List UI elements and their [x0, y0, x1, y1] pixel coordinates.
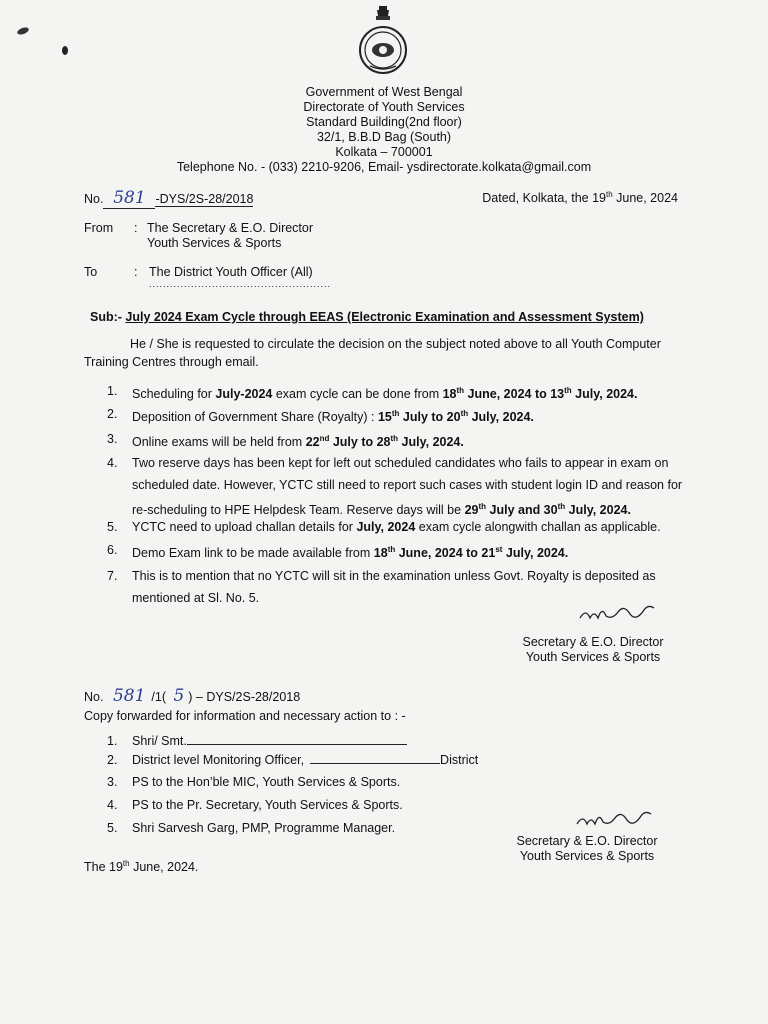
- item-text: re-scheduling to HPE Helpdesk Team. Reserve days will be: [132, 503, 465, 518]
- item-text: YCTC need to upload challan details for: [132, 520, 357, 534]
- item-text: This is to mention that no YCTC will sit in the examination unless Govt. Royalty is deposited as: [132, 569, 656, 583]
- copy-no-mid: /1(: [151, 690, 166, 704]
- item-bold: July, 2024: [356, 520, 416, 534]
- date-suffix: June, 2024.: [129, 860, 199, 875]
- item-bold: 29th July and 30th July, 2024.: [464, 502, 631, 518]
- dated-prefix: Dated, Kolkata, the 19: [482, 191, 606, 206]
- item-number: 1.: [107, 384, 118, 398]
- item-text: exam cycle can be done from: [272, 387, 443, 402]
- dated-suffix: June, 2024: [612, 191, 678, 206]
- item-text: mentioned at Sl. No. 5.: [132, 591, 260, 605]
- blank-line: [187, 744, 407, 745]
- signature-dept: Youth Services & Sports: [525, 650, 661, 664]
- item-number: 4.: [107, 798, 118, 812]
- item-text: Two reserve days has been kept for left out scheduled candidates who fails to appear in exam on: [132, 456, 669, 470]
- to-line1: The District Youth Officer (All): [149, 265, 313, 279]
- date-sup: th: [122, 859, 130, 868]
- to-colon: :: [134, 265, 138, 279]
- letterhead-line: Telephone No. - (033) 2210-9206, Email- ysdirectorate.kolkata@gmail.com: [176, 160, 592, 174]
- signature-title: Secretary & E.O. Director: [516, 834, 658, 848]
- memo-date: [482, 190, 678, 205]
- item-text: PS to the Pr. Secretary, Youth Services & Sports.: [132, 798, 403, 812]
- dated-sup: th: [605, 190, 613, 199]
- item-number: 2.: [107, 407, 118, 421]
- item-text: Shri/ Smt.: [132, 734, 187, 748]
- item-text: District level Monitoring Officer,: [132, 753, 305, 767]
- signature-title: Secretary & E.O. Director: [522, 635, 664, 649]
- item-text: Scheduling for: [132, 387, 216, 402]
- state-emblem: [353, 6, 413, 76]
- from-line2: Youth Services & Sports: [147, 236, 282, 250]
- item-number: 3.: [107, 775, 118, 789]
- copy-intro: Copy forwarded for information and necessary action to : -: [84, 709, 406, 723]
- subject-text: July 2024 Exam Cycle through EEAS (Electronic Examination and Assessment System): [125, 310, 644, 324]
- item-text: Deposition of Government Share (Royalty) :: [132, 410, 378, 425]
- item-text: Demo Exam link to be made available from: [132, 546, 374, 561]
- date-prefix: The 19: [84, 860, 123, 875]
- copy-no-suffix: ) – DYS/2S-28/2018: [188, 690, 301, 704]
- item-text: District: [440, 753, 479, 767]
- memo-no-prefix: No.: [84, 192, 104, 206]
- letterhead-line: Directorate of Youth Services: [303, 100, 465, 114]
- letterhead: [0, 85, 768, 175]
- copy-no-hand1: 581: [112, 686, 146, 706]
- item-number: 4.: [107, 456, 118, 470]
- signature-block: [508, 635, 678, 665]
- item-number: 5.: [107, 821, 118, 835]
- signature-block: [502, 834, 672, 864]
- copy-no-prefix: No.: [84, 690, 104, 704]
- memo-no-handwritten: 581: [103, 188, 155, 209]
- letterhead-line: Government of West Bengal: [305, 85, 463, 99]
- paper-speck: [16, 26, 29, 36]
- item-number: 7.: [107, 569, 118, 583]
- item-bold: 18th June, 2024 to 13th July, 2024.: [442, 386, 638, 402]
- letterhead-line: 32/1, B.B.D Bag (South): [316, 130, 452, 144]
- item-number: 3.: [107, 432, 118, 446]
- item-text: Online exams will be held from: [132, 435, 306, 450]
- signature-scribble: [575, 806, 655, 835]
- subject-prefix: Sub:-: [90, 310, 122, 324]
- intro-line1: He / She is requested to circulate the decision on the subject noted above to all Youth Computer: [130, 337, 661, 351]
- signature-scribble: [578, 600, 658, 629]
- item-text: scheduled date. However, YCTC still need to report such cases with student login ID and reason for: [132, 478, 683, 492]
- item-text: exam cycle alongwith challan as applicable.: [415, 520, 661, 534]
- item-text: Shri Sarvesh Garg, PMP, Programme Manager.: [132, 821, 396, 835]
- item-text: PS to the Hon’ble MIC, Youth Services & Sports.: [132, 775, 401, 789]
- letterhead-line: Kolkata – 700001: [335, 145, 433, 159]
- item-number: 2.: [107, 753, 118, 767]
- from-line1: The Secretary & E.O. Director: [147, 221, 314, 235]
- subject: [90, 310, 644, 324]
- memo-number: [84, 188, 253, 209]
- blank-line: [310, 763, 440, 764]
- memo-no-suffix: -DYS/2S-28/2018: [155, 192, 254, 206]
- item-bold: 15th July to 20th July, 2024.: [377, 409, 534, 425]
- to-label: To: [84, 265, 98, 279]
- signature-dept: Youth Services & Sports: [519, 849, 655, 863]
- item-bold: 18th June, 2024 to 21st July, 2024.: [373, 545, 569, 561]
- intro-line2: Training Centres through email.: [84, 355, 259, 369]
- copy-memo-number: [84, 686, 300, 706]
- item-number: 5.: [107, 520, 118, 534]
- paper-speck: [62, 46, 68, 55]
- copy-no-hand2: 5: [173, 686, 185, 706]
- item-bold: 22nd July to 28th July, 2024.: [305, 434, 464, 450]
- item-bold: July-2024: [215, 387, 273, 402]
- copy-date: [84, 859, 198, 874]
- item-number: 1.: [107, 734, 118, 748]
- to-dots: ....................................................: [149, 279, 332, 289]
- letterhead-line: Standard Building(2nd floor): [306, 115, 462, 129]
- from-label: From: [84, 221, 114, 235]
- item-number: 6.: [107, 543, 118, 557]
- from-colon: :: [134, 221, 138, 235]
